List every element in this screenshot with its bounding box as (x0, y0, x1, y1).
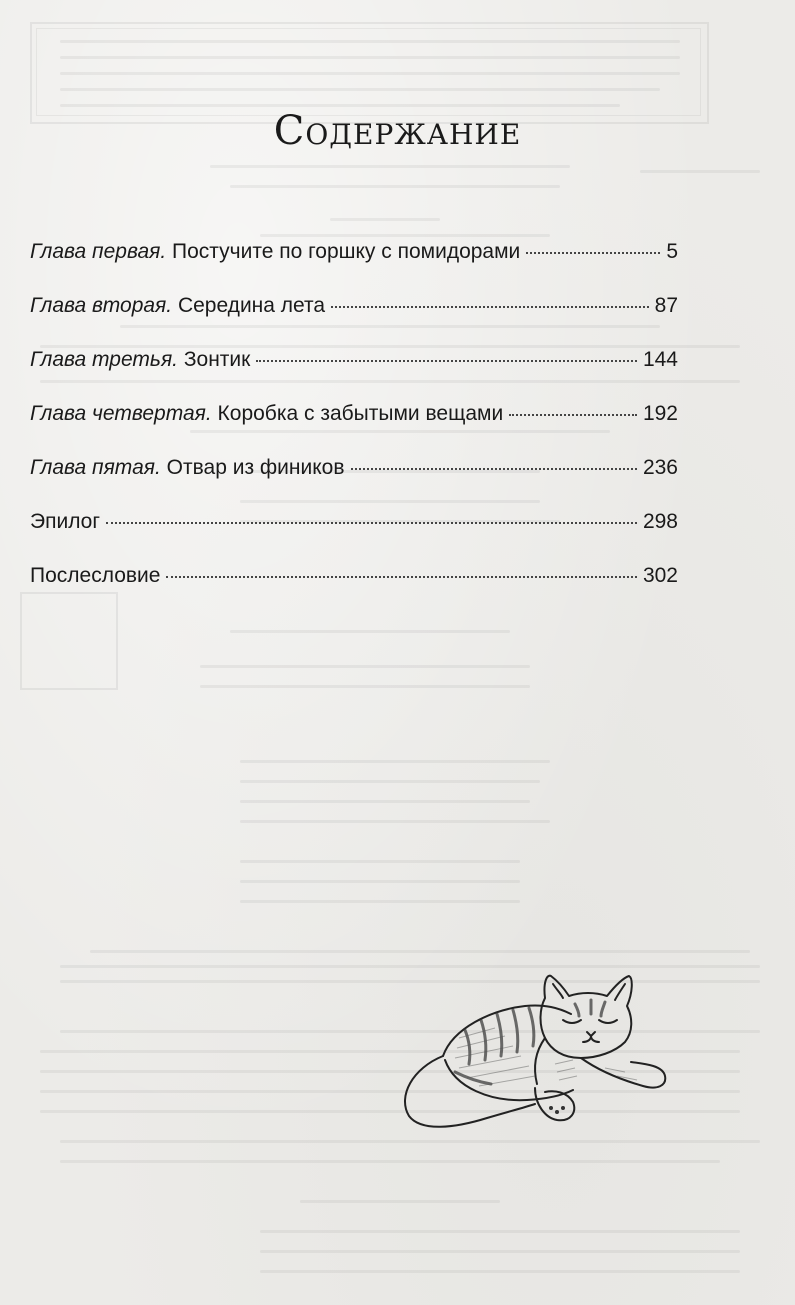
toc-page-number: 298 (642, 510, 678, 533)
dot-leader (509, 414, 637, 416)
page-title: Содержание (273, 108, 522, 154)
toc-chapter-title: Постучите по горшку с помидорами (166, 240, 521, 263)
dot-leader (331, 306, 649, 308)
toc-entry-epilogue[interactable] (30, 510, 678, 564)
dot-leader (351, 468, 637, 470)
toc-page-number: 144 (642, 348, 678, 371)
toc-chapter-title: Коробка с забытыми вещами (211, 402, 504, 425)
toc-chapter-title: Зонтик (178, 348, 251, 371)
dot-leader (256, 360, 637, 362)
dot-leader (166, 576, 637, 578)
toc-chapter-title: Середина лета (172, 294, 326, 317)
toc-entry-1[interactable] (30, 240, 678, 294)
toc-chapter-title: Послесловие (30, 564, 161, 587)
toc-page-number: 5 (666, 240, 678, 263)
toc-chapter-title: Отвар из фиников (160, 456, 345, 479)
toc-page-number: 87 (654, 294, 678, 317)
dot-leader (106, 522, 637, 524)
toc-entry-5[interactable] (30, 456, 678, 510)
toc-chapter-label: Глава третья. (30, 348, 179, 371)
toc-entry-afterword[interactable] (30, 564, 678, 618)
toc-chapter-label: Глава первая. (30, 240, 167, 263)
toc-entry-4[interactable] (30, 402, 678, 456)
table-of-contents (30, 240, 678, 618)
toc-chapter-label: Глава пятая. (30, 456, 161, 479)
toc-page-number: 302 (642, 564, 678, 587)
toc-chapter-title: Эпилог (30, 510, 101, 533)
toc-entry-2[interactable] (30, 294, 678, 348)
toc-chapter-label: Глава вторая. (30, 294, 173, 317)
toc-entry-3[interactable] (30, 348, 678, 402)
toc-page-number: 192 (642, 402, 678, 425)
toc-chapter-label: Глава четвертая. (30, 402, 212, 425)
toc-page-number: 236 (642, 456, 678, 479)
dot-leader (526, 252, 660, 254)
sleeping-cat-icon (395, 968, 685, 1138)
